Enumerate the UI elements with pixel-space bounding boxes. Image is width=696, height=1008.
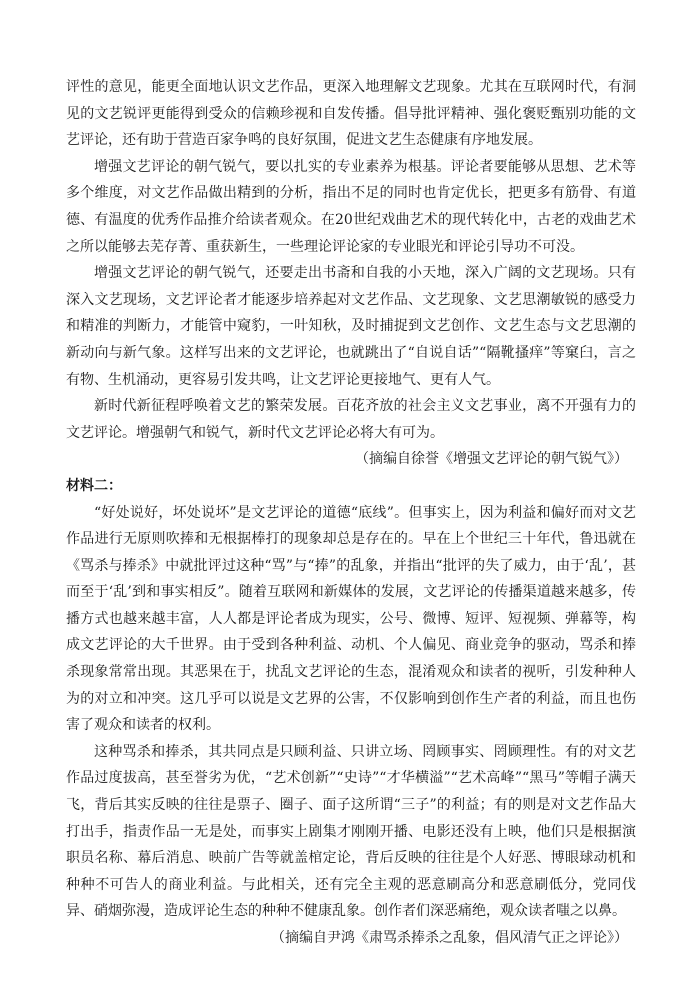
material1-paragraph-1: 评性的意见，能更全面地认识文艺作品，更深入地理解文艺现象。尤其在互联网时代，有洞见的文艺锐评更能得到受众的信赖珍视和自发传播。倡导批评精神、强化褒贬甄别功能的文艺评论，还有助于营造百家争鸣的良好氛围，促进文艺生态健康有序地发展。 (66, 79, 636, 149)
document-page (66, 74, 636, 952)
material1-paragraph-4: 新时代新征程呼唤着文艺的繁荣发展。百花齐放的社会主义文艺事业，离不开强有力的文艺评论。增强朝气和锐气，新时代文艺评论必将大有可为。 (66, 398, 636, 441)
material2-paragraph-1: “好处说好，坏处说坏”是文艺评论的道德“底线”。但事实上，因为利益和偏好而对文艺作品进行无原则吹捧和无根据棒打的现象却总是存在的。早在上个世纪三十年代，鲁迅就在《骂杀与捧杀》中就批评过这种“骂”与“捧”的乱象，并指出“批评的失了威力，由于‘乱’，甚而至于‘乱’到和事实相反”。随着互联网和新媒体的发展，文艺评论的传播渠道越来越多，传播方式也越来越丰富，人人都是评论者成为现实，公号、微博、短评、短视频、弹幕等，构成文艺评论的大千世界。由于受到各种利益、动机、个人偏见、商业竞争的驱动，骂杀和捧杀现象常常出现。其恶果在于，扰乱文艺评论的生态，混淆观众和读者的视听，引发种种人为的对立和冲突。这几乎可以说是文艺界的公害，不仅影响到创作生产者的利益，而且也伤害了观众和读者的权利。 (66, 504, 636, 734)
material1-paragraph-3: 增强文艺评论的朝气锐气，还要走出书斋和自我的小天地，深入广阔的文艺现场。只有深入文艺现场，文艺评论者才能逐步培养起对文艺作品、文艺现象、文艺思潮敏锐的感受力和精准的判断力，才能管中窥豹，一叶知秋，及时捕捉到文艺创作、文艺生态与文艺思潮的新动向与新气象。这样写出来的文艺评论，也就跳出了“自说自话”“隔靴搔痒”等窠臼，言之有物、生机涌动，更容易引发共鸣，让文艺评论更接地气、更有人气。 (66, 265, 636, 388)
material2-source: （摘编自尹鸿《肃骂杀捧杀之乱象，倡风清气正之评论》） (271, 930, 628, 946)
material2-paragraph-2: 这种骂杀和捧杀，其共同点是只顾利益、只讲立场、罔顾事实、罔顾理性。有的对文艺作品过度拔高，甚至誉劣为优，“艺术创新”“史诗”“才华横溢”“艺术高峰”“黑马”等帽子满天飞，背后其实反映的往往是票子、圈子、面子这所谓“三子”的利益；有的则是对文艺作品大打出手，指责作品一无是处，而事实上剧集才刚刚开播、电影还没有上映，他们只是根据演职员名称、幕后消息、映前广告等就盖棺定论，背后反映的往往是个人好恶、博眼球动机和种种不可告人的商业利益。与此相关，还有完全主观的恶意刷高分和恶意刷低分，党同伐异、硝烟弥漫，造成评论生态的种种不健康乱象。创作者们深恶痛绝，观众读者嗤之以鼻。 (66, 743, 636, 920)
material1-source: （摘编自徐誉《增强文艺评论的朝气锐气》） (355, 451, 628, 468)
material2-heading: 材料二： (66, 477, 122, 494)
material1-paragraph-2: 增强文艺评论的朝气锐气，要以扎实的专业素养为根基。评论者要能够从思想、艺术等多个维度，对文艺作品做出精到的分析，指出不足的同时也肯定优长，把更多有筋骨、有道德、有温度的优秀作品推介给读者观众。在20世纪戏曲艺术的现代转化中，古老的戏曲艺术之所以能够去芜存菁、重获新生，一些理论评论家的专业眼光和评论引导功不可没。 (66, 158, 636, 255)
